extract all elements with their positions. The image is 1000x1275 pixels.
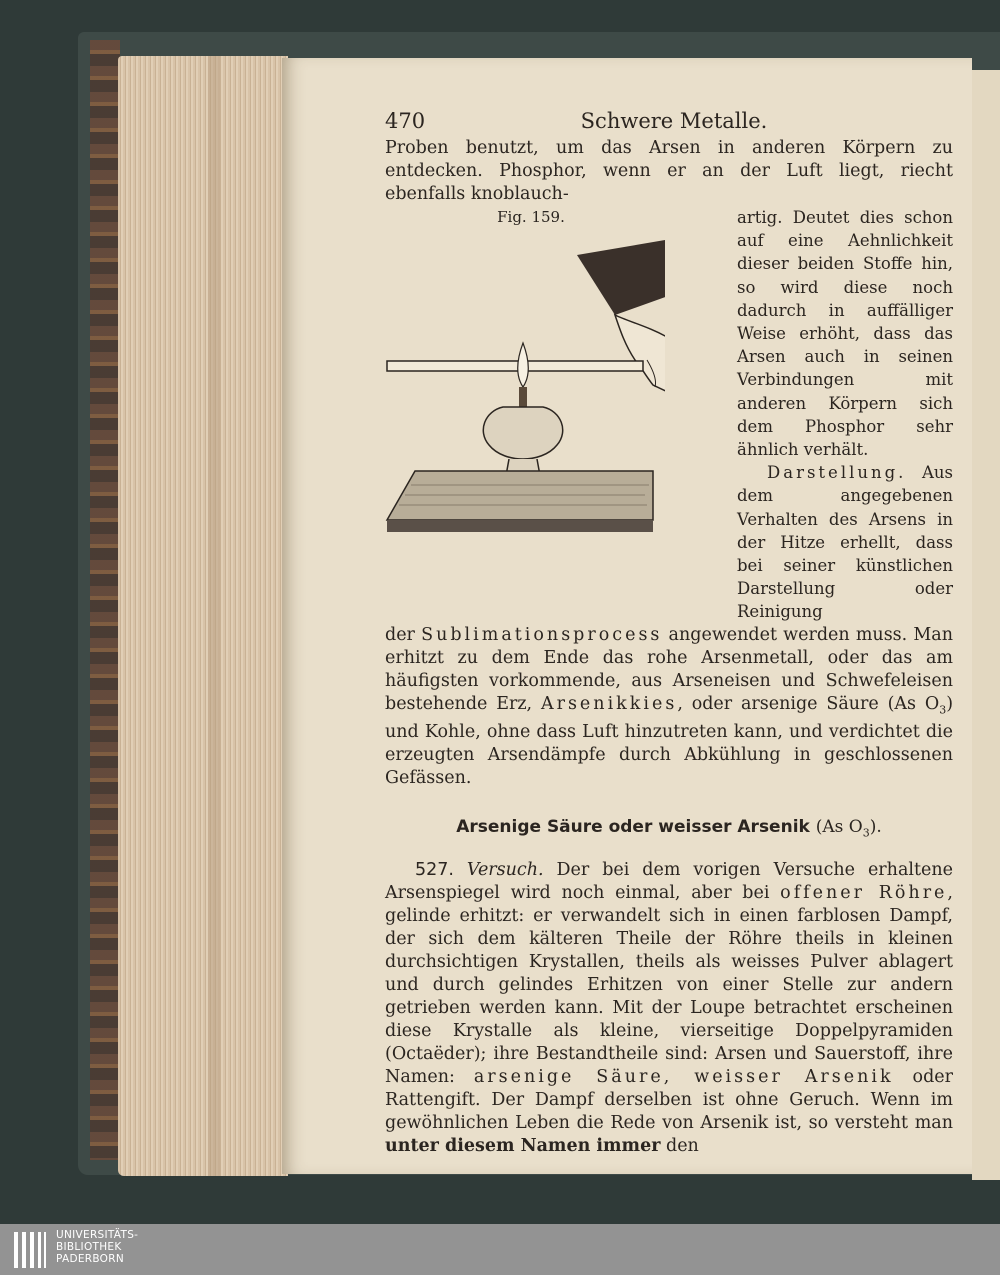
board-edge	[387, 520, 653, 532]
library-name-line: PADERBORN	[56, 1253, 124, 1265]
wooden-board	[387, 471, 653, 520]
library-name-line: UNIVERSITÄTS-	[56, 1229, 139, 1241]
text-fragment: , oder arsenige Säure (As O	[677, 693, 940, 714]
text-fragment: Der bei dem vorigen Versuche erhaltene Arsenspiegel wird noch einmal, aber bei	[385, 859, 953, 903]
side-text-2: Aus dem angegebenen Verhalten des Arsens in der Hitze erhellt, dass bei seiner künstlichen Darstellung oder Reinigung	[737, 463, 953, 622]
text-fragment: den	[660, 1135, 699, 1156]
figure-caption: Fig. 159.	[497, 208, 565, 226]
running-title: Schwere Metalle.	[580, 109, 768, 133]
sleeve-shape	[577, 240, 665, 315]
heading-formula	[815, 817, 882, 840]
experiment-paragraph	[385, 859, 953, 1158]
flame	[518, 343, 529, 387]
library-name	[56, 1229, 138, 1265]
subscript: 3	[939, 703, 947, 717]
experiment-number: 527.	[415, 859, 454, 880]
darstellung-label: Darstellung.	[767, 463, 907, 483]
library-footer	[0, 1224, 1000, 1275]
sublimation-paragraph	[385, 624, 953, 791]
figure	[385, 206, 737, 624]
formula-end: ).	[869, 817, 882, 838]
term-offener-roehre: offener Röhre	[780, 882, 948, 903]
glass-tube	[387, 361, 643, 371]
page-header	[385, 110, 953, 133]
term-arsenige-saeure: arsenige Säure, weisser Arsenik	[473, 1066, 894, 1087]
bold-phrase: unter diesem Namen immer	[385, 1135, 661, 1156]
formula-text: (As O	[815, 817, 863, 838]
page-edges	[118, 56, 288, 1176]
text-fragment: ) und Kohle, ohne dass Luft hinzutreten kann, und verdichtet die erzeugten Arsendämpfe durch Abkühlung in geschlossenen Gefässen.	[385, 693, 954, 789]
figure-with-text	[385, 206, 953, 624]
text-fragment: oder Rattengift. Der Dampf derselben ist ohne Geruch. Wenn im gewöhnlichen Leben die Rede von Arsenik ist, so versteht man	[385, 1066, 953, 1133]
section-heading	[385, 816, 953, 844]
page-number: 470	[385, 109, 426, 133]
library-name-line: BIBLIOTHEK	[56, 1241, 122, 1253]
sublimation-illustration	[385, 235, 665, 565]
spirit-lamp	[483, 407, 562, 459]
hand-shape	[615, 315, 665, 393]
side-text-1: artig. Deutet dies schon auf eine Aehnlichkeit dieser beiden Stoffe hin, so wird diese noch dadurch in auffälliger Weise erhöht, dass das Arsen auch in seinen Verbindungen mit anderen Körpern sich dem Phosphor sehr ähnlich verhält.	[737, 208, 953, 460]
facing-page-edge	[972, 70, 1000, 1180]
page-content	[385, 110, 953, 1158]
text-fragment: der	[385, 624, 422, 645]
text-fragment: angewendet werden muss. Man erhitzt zu dem Ende das rohe Arsenmetall, oder das am häufigsten vorkommende, aus Arseneisen und Schwefeleisen bestehende Erz,	[385, 624, 953, 714]
library-logo-icon	[14, 1230, 48, 1270]
experiment-label: Versuch.	[466, 859, 544, 880]
heading-text: Arsenige Säure oder weisser Arsenik	[456, 817, 810, 838]
term-arsenikkies: Arsenikkies	[540, 693, 678, 714]
text-fragment: , gelinde erhitzt: er verwandelt sich in einen farblosen Dampf, der sich dem kälteren Theile der Röhre theils in kleinen durchsichtigen Krystallen, theils als weisses Pulver ablagert und durch gelindes Erhitzen von einer Stelle zur andern getrieben werden kann. Mit der Loupe betrachtet erscheinen diese Krystalle als kleine, vierseitige Doppelpyramiden (Octaëder); ihre Bestandtheile sind: Arsen und Sauerstoff, ihre Namen:	[385, 882, 953, 1087]
book-spine	[90, 40, 120, 1160]
intro-paragraph: Proben benutzt, um das Arsen in anderen Körpern zu entdecken. Phosphor, wenn er an der Luft liegt, riecht ebenfalls knoblauch-	[385, 138, 953, 204]
term-sublimationsprocess: Sublimationsprocess	[421, 624, 663, 645]
formula-subscript: 3	[862, 826, 870, 840]
figure-side-text	[737, 206, 953, 624]
